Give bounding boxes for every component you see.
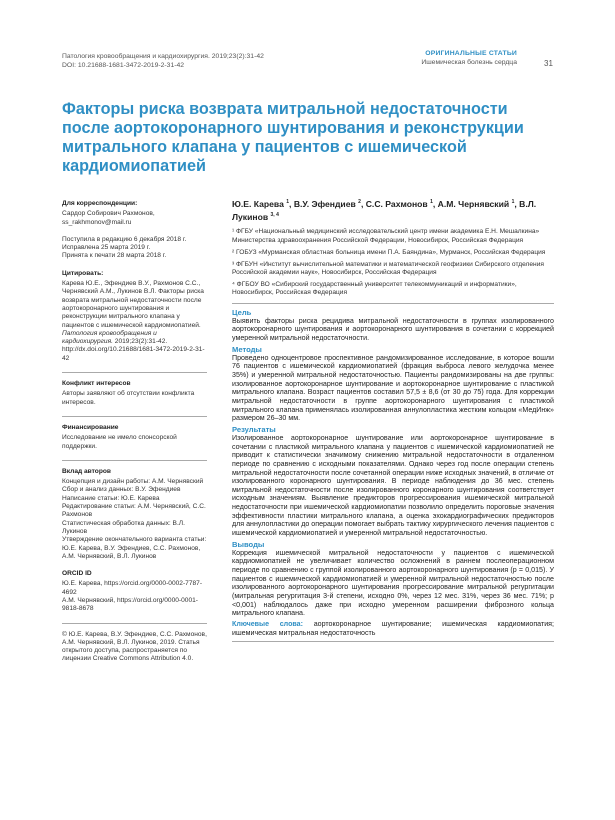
dates-block bbox=[62, 236, 207, 261]
date-accepted: Принята к печати 28 марта 2018 г. bbox=[62, 252, 167, 260]
results-text: Изолированное аортокоронарное шунтирование или аортокоронарное шунтирование в сочетании с пластикой митрального клапана у пациентов с ишемической кардиомиопатией не приводит к статистически значимому снижению митральной недостаточности в отдаленном периоде по сравнению с исходными показателями. Однако через год после операции степень митральной недостаточности после сочетанной операции ниже исходных значений, в отличие от изолированного коронарного шунтирования. В периоде наблюдения до 36 мес. степень митральной недостаточности после изолированного коронарного шунтирования соответствует исходным значениям. Выявление предикторов прогрессирования ишемической митральной недостаточности при ишемической кардиомиопатии позволило определить пороговые значения эффективности пластики митрального клапана, а оценка эхокардиографических предикторов для аннулопластики до операции помогает выбрать тактику хирургического лечения пациентов с ишемической кардиомиопатией и умеренной митральной недостаточностью. bbox=[232, 433, 554, 538]
conflict-block bbox=[62, 380, 207, 407]
affiliation: ¹ ФГБУ «Национальный медицинский исследовательский центр имени академика Е.Н. Мешалкина» Министерства здравоохранения Российской Федерации, Новосибирск, Российская Федерация bbox=[232, 228, 540, 244]
author-affiliation-mark: 1 bbox=[511, 199, 515, 205]
author-name: В.У. Эфендиев bbox=[293, 198, 356, 209]
orcid-item[interactable]: Ю.Е. Карева, https://orcid.org/0000-0002-7787-4692 bbox=[62, 580, 203, 596]
keywords-text: аортокоронарное шунтирование; ишемическая кардиомиопатия; ишемическая митральная недостаточность bbox=[232, 620, 554, 637]
methods-heading: Методы bbox=[232, 344, 262, 354]
article-title: Факторы риска возврата митральной недостаточности после аортокоронарного шунтирования и реконструкции митрального клапана у пациентов с ишемической кардиомиопатией bbox=[62, 100, 524, 175]
results-heading: Результаты bbox=[232, 424, 276, 434]
conflict-label: Конфликт интересов bbox=[62, 380, 131, 388]
affiliation: ³ ФГБУН «Институт вычислительной математики и математической геофизики Сибирского отделения Российской академии наук», Новосибирск, Российская Федерация bbox=[232, 260, 544, 276]
correspondence-label: Для корреспонденции: bbox=[62, 200, 138, 207]
citation-text bbox=[62, 280, 207, 363]
divider bbox=[62, 372, 207, 373]
citation-block bbox=[62, 270, 207, 363]
contribution-item: Концепция и дизайн работы: А.М. Чернявский bbox=[62, 478, 204, 486]
running-header bbox=[62, 52, 264, 70]
divider bbox=[232, 641, 554, 642]
funding-text: Исследование не имело спонсорской поддержки. bbox=[62, 434, 177, 450]
copyright: © Ю.Е. Карева, В.У. Эфендиев, С.С. Рахмонов, А.М. Чернявский, В.Л. Лукинов, 2019. Статья открытого доступа, распространяется по лицензии Creative Commons Attribution 4.0. bbox=[62, 630, 207, 663]
author-affiliation-mark: 2 bbox=[358, 199, 361, 205]
author-name: С.С. Рахмонов bbox=[365, 198, 428, 209]
contribution-item: Статистическая обработка данных: В.Л. Лукинов bbox=[62, 519, 185, 535]
citation-ref[interactable]: 2019;23(2):31-42. http://dx.doi.org/10.21688/1681-3472-2019-2-31-42 bbox=[62, 338, 205, 362]
author-affiliation-mark: 1 bbox=[430, 199, 433, 205]
correspondence-name: Сардор Собирович Рахмонов, bbox=[62, 210, 155, 218]
contribution-item: Утверждение окончательного варианта статьи: Ю.Е. Карева, В.У. Эфендиев, С.С. Рахмонов, А.М. Чернявский, В.Л. Лукинов bbox=[62, 536, 207, 560]
contribution-block bbox=[62, 468, 207, 561]
author-name: А.М. Чернявский bbox=[437, 198, 510, 209]
author-affiliation-mark: 3, 4 bbox=[270, 211, 279, 218]
citation-label: Цитировать: bbox=[62, 269, 104, 277]
divider bbox=[62, 416, 207, 417]
citation-body: Карева Ю.Е., Эфендиев В.У., Рахмонов С.С., Чернявский А.М., Лукинов В.Л. Факторы риска возврата митральной недостаточности после аортокоронарного шунтирования и реконструкции митрального клапана у пациентов с ишемической кардиомиопатией. bbox=[62, 280, 204, 329]
doi: DOI: 10.21688-1681-3472-2019-2-31-42 bbox=[62, 62, 185, 69]
contribution-item: Редактирование статьи: А.М. Чернявский, С.С. Рахмонов bbox=[62, 503, 206, 519]
funding-block bbox=[62, 424, 207, 451]
author-name: Ю.Е. Карева bbox=[232, 198, 284, 209]
affiliation: ² ГОБУЗ «Мурманская областная больница имени П.А. Баяндина», Мурманск, Российская Федерация bbox=[232, 248, 546, 256]
correspondence-block bbox=[62, 200, 207, 227]
journal-citation: Патология кровообращения и кардиохирургия. 2019;23(2):31-42 bbox=[62, 53, 264, 60]
main-column bbox=[232, 197, 554, 642]
author-list: Ю.Е. Карева $^1$, В.У. Эфендиев $^2$, С.С. Рахмонов $^1$, А.М. Чернявский $^1$, В.Л. Лукинов $^{3, 4}$ bbox=[232, 198, 537, 222]
orcid-item[interactable]: А.М. Чернявский, https://orcid.org/0000-0001-9818-8678 bbox=[62, 596, 198, 613]
orcid-label: ORCID ID bbox=[62, 570, 92, 578]
affiliation: ⁴ ФГБОУ ВО «Сибирский государственный университет телекоммуникаций и информатики», Новосибирск, Российская Федерация bbox=[232, 280, 517, 297]
citation-journal: Патология кровообращения и кардиохирургия. bbox=[62, 329, 157, 346]
correspondence-email[interactable]: ss_rakhmonov@mail.ru bbox=[62, 218, 132, 226]
conclusion-text: Коррекция ишемической митральной недостаточности у пациентов с ишемической кардиомиопатией не увеличивает количество осложнений в раннем послеоперационном периоде по сравнению с группой изолированного аортокоронарного шунтирования (p = 0,015). У пациентов с ишемической кардиомиопатией и умеренной митральной недостаточностью после изолированного аортокоронарного шунтирования прогрессирование митральной регургитации (митральная регургитация 3-й степени, исходно 0%, через 12 мес. 31%, через 36 мес. 71%; p <0,001) наблюдалось даже при исходно умеренном расширении фиброзного кольца митрального клапана. bbox=[232, 548, 554, 618]
contribution-label: Вклад авторов bbox=[62, 467, 111, 475]
aim-heading: Цель bbox=[232, 307, 252, 317]
conflict-text: Авторы заявляют об отсутствии конфликта интересов. bbox=[62, 390, 195, 406]
divider bbox=[62, 623, 207, 624]
date-revised: Исправлена 25 марта 2019 г. bbox=[62, 244, 151, 252]
author-name: В.Л. Лукинов bbox=[232, 198, 537, 222]
keywords bbox=[232, 620, 554, 637]
keywords-heading: Ключевые слова: bbox=[232, 620, 303, 628]
section-header bbox=[421, 49, 517, 67]
methods-text: Проведено одноцентровое проспективное рандомизированное исследование, в которое вошли 76 пациентов с ишемической кардиомиопатией (фракция выброса левого желудочка менее 35%) и умеренной митральной недостаточностью. Пациенты рандомизированы на две группы: изолированное аортокоронарное шунтирование и аортокоронарное шунтирование с пластикой митрального клапана. Возраст пациентов составил 57,5 ± 8,6 (от 30 до 75) года. Для коррекции митральной недостаточности в группе аортокоронарного шунтирования с пластикой митрального клапана применялась изолированная аннулопластика жестким кольцом «МедИнж» размером 26–30 мм. bbox=[232, 353, 554, 423]
author-affiliation-mark: 1 bbox=[286, 199, 290, 205]
funding-label: Финансирование bbox=[62, 423, 119, 431]
subsection-label: Ишемическая болезнь сердца bbox=[421, 59, 517, 66]
contribution-item: Написание статьи: Ю.Е. Карева bbox=[62, 494, 160, 502]
aim-text: Выявить факторы риска рецидива митральной недостаточности в группах изолированного аортокоронарного шунтирования и аортокоронарного шунтирования в сочетании с коррекцией умеренной митральной недостаточности. bbox=[232, 316, 554, 342]
date-received: Поступила в редакцию 6 декабря 2018 г. bbox=[62, 235, 187, 243]
divider bbox=[232, 303, 554, 304]
orcid-block bbox=[62, 570, 207, 613]
contribution-item: Сбор и анализ данных: В.У. Эфендиев bbox=[62, 486, 181, 494]
divider bbox=[62, 460, 207, 461]
page-number: 31 bbox=[544, 59, 553, 68]
conclusion-heading: Выводы bbox=[232, 539, 265, 549]
section-label: ОРИГИНАЛЬНЫЕ СТАТЬИ bbox=[425, 50, 517, 57]
sidebar bbox=[62, 200, 207, 673]
